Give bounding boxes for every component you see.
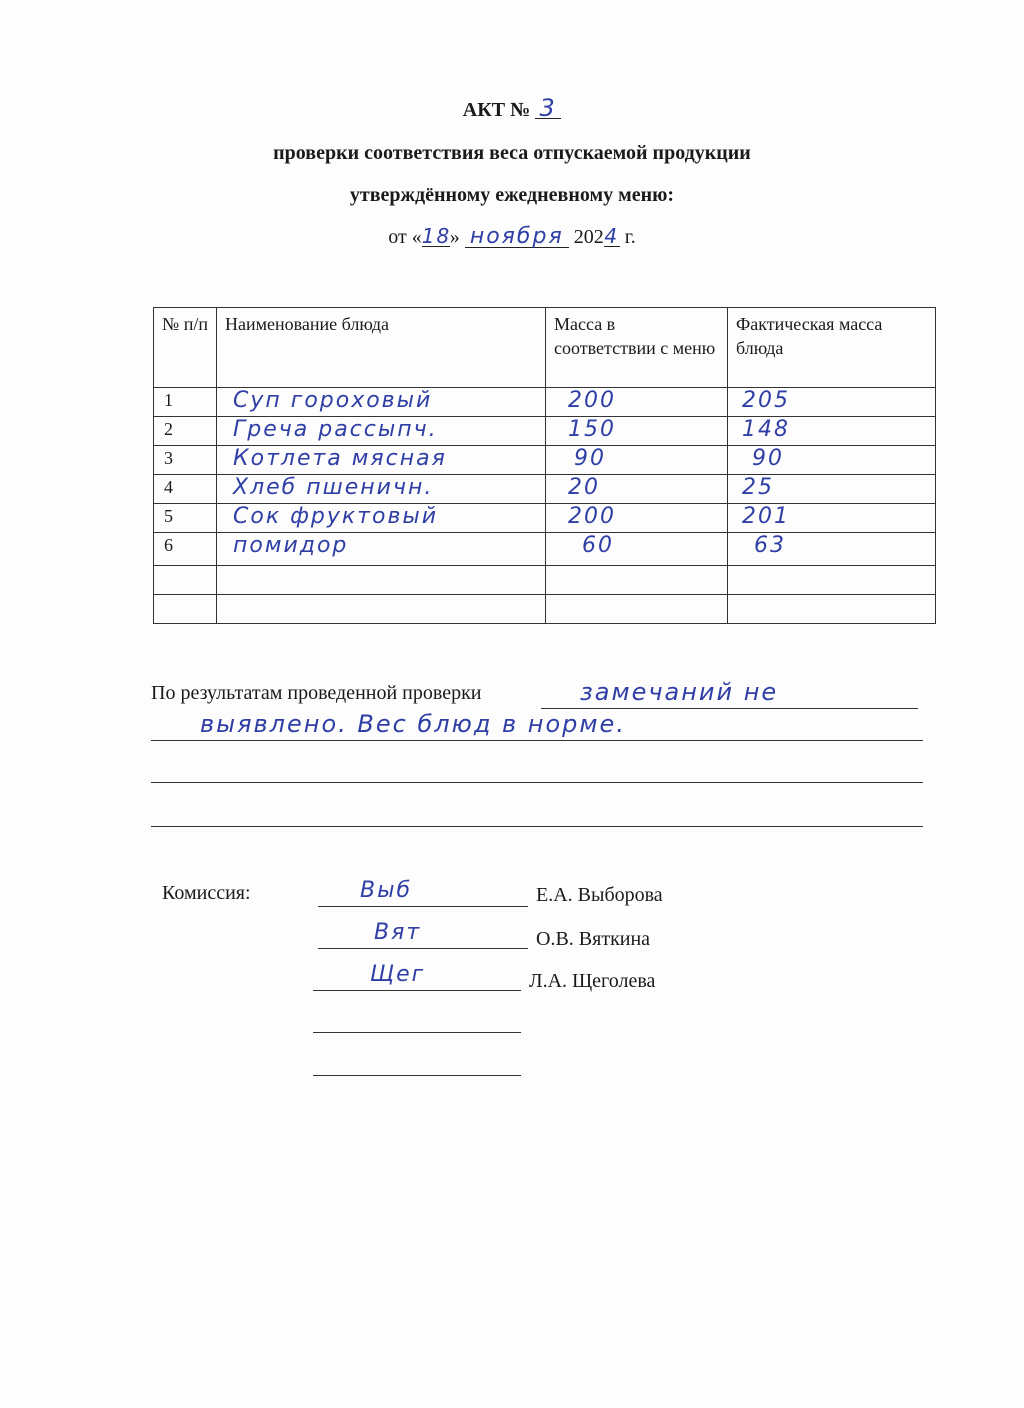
header-actual-mass: Фактическая масса блюда [728,308,936,388]
row-menu-mass [546,566,728,595]
header-menu-mass: Масса в соответствии с меню [546,308,728,388]
row-menu-mass: 150 [546,417,728,446]
row-actual-mass [728,566,936,595]
results-label: По результатам проведенной проверки [151,682,482,704]
weight-table [153,307,936,624]
signature-line-1 [318,906,528,907]
row-menu-mass: 90 [546,446,728,475]
date-day: 18 [421,224,452,248]
act-subtitle-line1: проверки соответствия веса отпускаемой продукции [273,142,751,164]
row-menu-mass [546,595,728,624]
date-suffix: г. [624,226,636,248]
row-menu-mass: 200 [546,504,728,533]
row-num: 5 [154,504,217,533]
results-line-4 [151,826,923,827]
table-header-row [154,308,936,388]
table-row [154,475,936,504]
act-prefix: АКТ № [462,99,531,121]
row-num: 3 [154,446,217,475]
row-num: 4 [154,475,217,504]
signature-1: Выб [360,878,413,903]
commission-label: Комиссия: [162,882,251,904]
row-actual-mass [728,595,936,624]
table-row [154,595,936,624]
results-line-1 [541,708,918,709]
results-text-line1: замечаний не [580,678,779,706]
act-subtitle-line2: утверждённому ежедневному меню: [349,184,675,206]
date-year-digit: 4 [604,224,620,248]
date-month: ноября [465,227,569,248]
row-actual-mass: 25 [728,475,936,504]
signature-line-4 [313,1032,521,1033]
row-num [154,566,217,595]
row-dish-name: Котлета мясная [217,446,546,475]
act-date [0,226,1024,249]
row-menu-mass: 200 [546,388,728,417]
row-dish-name: Суп гороховый [217,388,546,417]
member-name-3: Л.А. Щеголева [529,970,656,992]
row-actual-mass: 205 [728,388,936,417]
signature-line-3 [313,990,521,991]
date-mid: » [449,226,460,248]
results-text-line2: выявлено. Вес блюд в норме. [200,710,626,738]
date-year-prefix: 202 [573,226,604,248]
row-menu-mass: 20 [546,475,728,504]
table-row [154,446,936,475]
signature-line-2 [318,948,528,949]
act-title [0,94,1024,122]
row-actual-mass: 90 [728,446,936,475]
table-row [154,388,936,417]
table-row [154,533,936,566]
row-actual-mass: 148 [728,417,936,446]
signature-2: Вят [374,920,422,945]
signature-line-5 [313,1075,521,1076]
date-prefix: от « [388,226,422,248]
row-dish-name: помидор [217,533,546,566]
table-row [154,504,936,533]
row-menu-mass: 60 [546,533,728,566]
table-row [154,566,936,595]
row-dish-name [217,566,546,595]
row-num: 2 [154,417,217,446]
member-name-1: Е.А. Выборова [536,884,663,906]
member-name-2: О.В. Вяткина [536,928,651,950]
table-row [154,417,936,446]
header-name: Наименование блюда [217,308,546,388]
row-dish-name: Хлеб пшеничн. [217,475,546,504]
row-num [154,595,217,624]
results-line-2 [151,740,923,741]
row-dish-name [217,595,546,624]
row-actual-mass: 63 [728,533,936,566]
row-num: 1 [154,388,217,417]
act-number: 3 [535,98,561,119]
row-num: 6 [154,533,217,566]
row-actual-mass: 201 [728,504,936,533]
row-dish-name: Сок фруктовый [217,504,546,533]
header-num: № п/п [154,308,217,388]
row-dish-name: Греча рассыпч. [217,417,546,446]
results-line-3 [151,782,923,783]
signature-3: Щег [370,962,426,987]
